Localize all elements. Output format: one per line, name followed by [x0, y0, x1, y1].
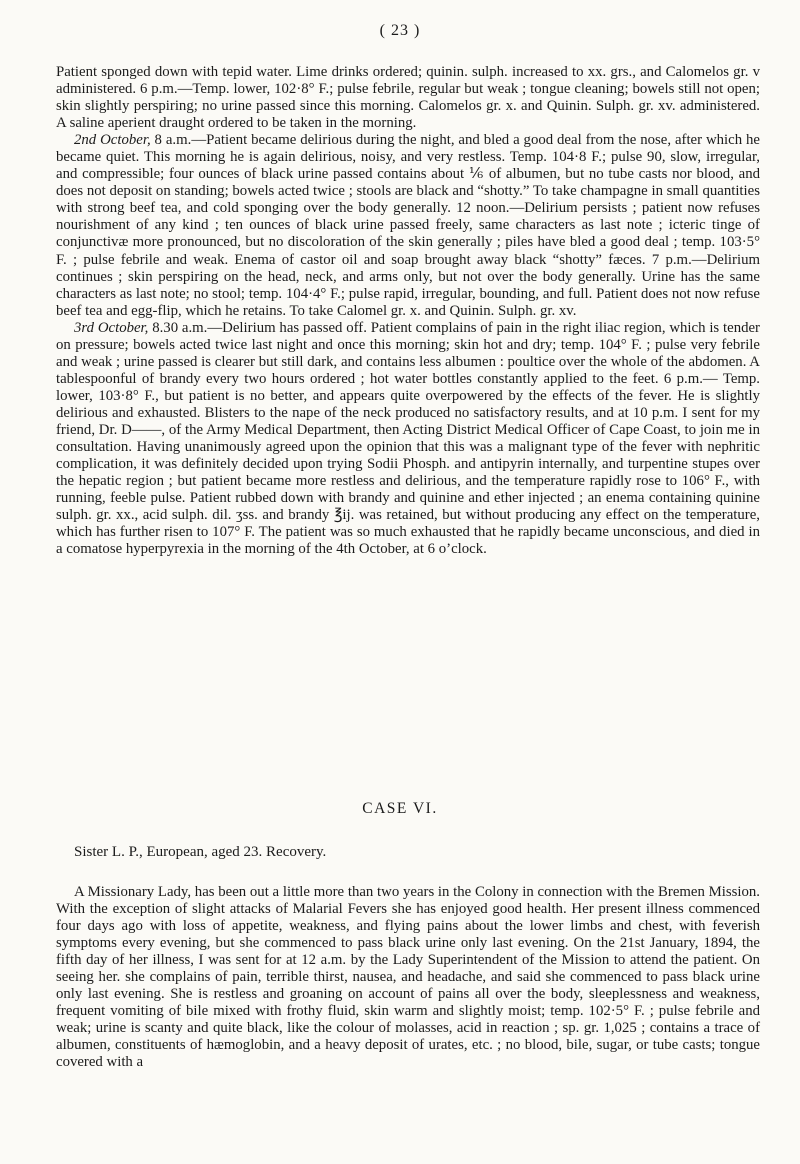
paragraph-3rd-october [56, 320, 760, 559]
paragraph-text: Patient sponged down with tepid water. Lime drinks ordered; quinin. sulph. increased to xx. grs., and Calomelos gr. v administered. 6 p.m.—Temp. lower, 102·8° F.; pulse febrile, regular but weak ; tongue cleaning; bowels still not open; skin slightly perspiring; no urine passed since this morning. Calomelos gr. x. and Quinin. Sulph. gr. xv. administered. A saline aperient draught ordered to be taken in the morning. [56, 64, 760, 132]
paragraph-text: 8.30 a.m.—Delirium has passed off. Patient complains of pain in the right iliac region, which is tender on pressure; bowels acted twice last night and once this morning; skin hot and dry; temp. 104° F. ; pulse very febrile and weak ; urine passed is clearer but still dark, and contains less albumen : poultice over the whole of the abdomen. A tablespoonful of brandy every two hours ordered ; hot water bottles constantly applied to the feet. 6 p.m.— Temp. lower, 103·8° F., but patient is no better, and appears quite overpowered by the effects of the fever. He is slightly delirious and exhausted. Blisters to the nape of the neck produced no satisfactory results, and at 10 p.m. I sent for my friend, Dr. D——, of the Army Medical Department, then Acting District Medical Officer of Cape Coast, to join me in consultation. Having unanimously agreed upon the opinion that this was a malignant type of the fever with nephritic complication, it was definitely decided upon trying Sodii Phosph. and antipyrin internally, and turpentine stupes over the hepatic region ; but patient became more restless and delirious, and the temperature rapidly rose to 106° F., with running, feeble pulse. Patient rubbed down with brandy and quinine and ether injected ; an enema containing quinine sulph. gr. xx., acid sulph. dil. ʒss. and brandy ℥ij. was retained, but without producing any effect on the temperature, which has further risen to 107° F. The patient was so much exhausted that he rapidly became unconscious, and died in a comatose hyperpyrexia in the morning of the 4th October, at 6 o’clock. [56, 319, 760, 558]
case-vi-notes [56, 884, 760, 1072]
paragraph-date: 2nd October, [74, 132, 151, 149]
paragraph-1st-october [56, 64, 760, 132]
page-number: ( 23 ) [379, 22, 421, 39]
case-notes-continued [56, 64, 760, 558]
paragraph-2nd-october [56, 132, 760, 320]
paragraph-text: 8 a.m.—Patient became delirious during the night, and bled a good deal from the nose, after which he became quiet. This morning he is again delirious, noisy, and very restless. Temp. 104·8 F.; pulse 90, slow, irregular, and compressible; four ounces of black urine passed contains about ⅙ of albumen, but no tube casts nor blood, and does not deposit on standing; bowels acted twice ; stools are black and “shotty.” To take champagne in small quantities with strong beef tea, and cold sponging over the body generally. 12 noon.—Delirium persists ; patient now refuses nourishment of any kind ; ten ounces of black urine passed freely, same characters as last note ; icteric tinge of conjunctivæ more pronounced, but no discoloration of the skin generally ; piles have bled a good deal ; temp. 103·5° F. ; pulse febrile and weak. Enema of castor oil and soap brought away black “shotty” fæces. 7 p.m.—Delirium continues ; skin perspiring on the head, neck, and arms only, but not over the body generally. Urine has the same characters as last note; no stool; temp. 104·4° F.; pulse rapid, irregular, bounding, and full. Patient does not now refuse beef tea and egg-flip, which he retains. To take Calomel gr. x. and Quinin. Sulph. gr. xv. [56, 132, 760, 319]
case-subject: Sister L. P., European, aged 23. Recovery. [74, 844, 327, 860]
case-heading: CASE VI. [362, 800, 438, 817]
case-paragraph: A Missionary Lady, has been out a little more than two years in the Colony in connection with the Bremen Mission. With the exception of slight attacks of Malarial Fevers she has enjoyed good health. Her present illness commenced four days ago with loss of appetite, weakness, and flying pains about the lower limbs and chest, with feverish symptoms every evening, but she commenced to pass black urine only last evening. On the 21st January, 1894, the fifth day of her illness, I was sent for at 12 a.m. by the Lady Superintendent of the Mission to attend the patient. On seeing her. she complains of pain, terrible thirst, nausea, and headache, and said she commenced to pass black urine only last evening. She is restless and groaning on account of pains all over the body, sleeplessness and weakness, frequent vomiting of bile mixed with frothy fluid, skin warm and slightly moist; temp. 102·5° F. ; pulse febrile and weak; urine is scanty and quite black, like the colour of molasses, acid in reaction ; sp. gr. 1,025 ; contains a trace of albumen, constituents of hæmoglobin, and a heavy deposit of urates, etc. ; no blood, bile, sugar, or tube casts; tongue covered with a [56, 884, 760, 1071]
paragraph-date: 3rd October, [74, 319, 149, 336]
